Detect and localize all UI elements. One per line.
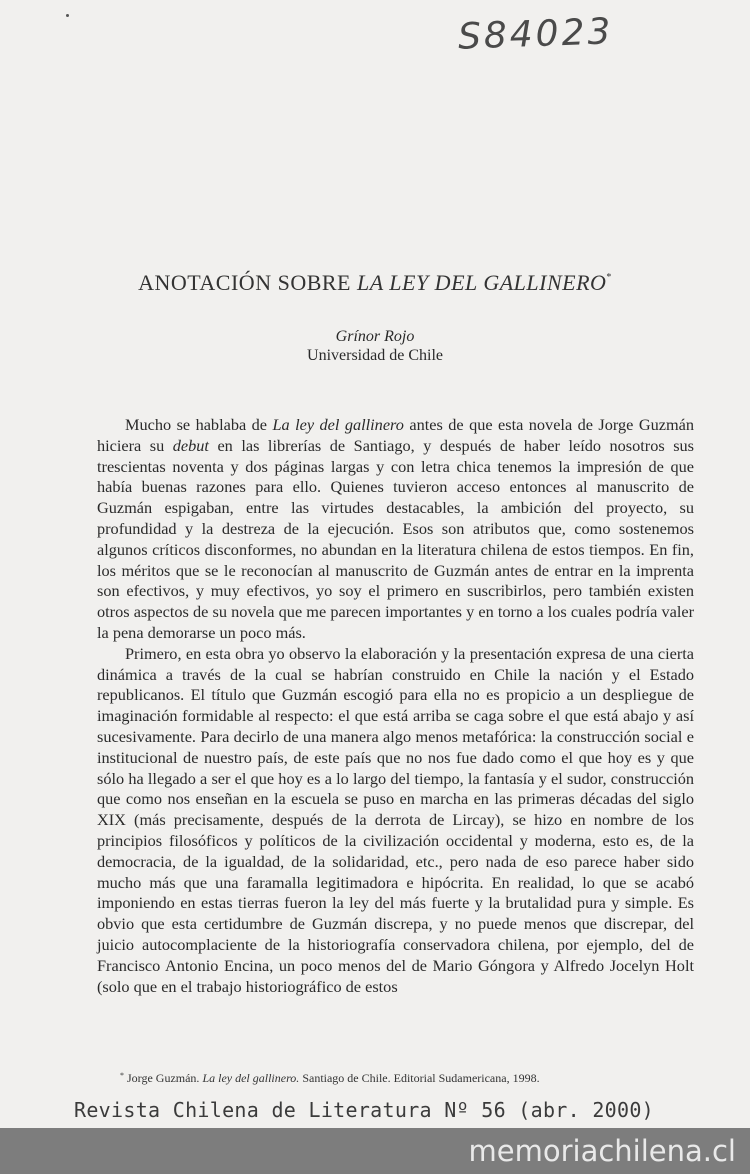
journal-reference: Revista Chilena de Literatura Nº 56 (abr. 2000) [74, 1098, 655, 1122]
site-brand[interactable]: memoriachilena.cl [468, 1134, 736, 1168]
p1-text-c: en las librerías de Santiago, y después de haber leído nosotros sus trescientas noventa y dos páginas largas y con letra chica tenemos la impresión de que había buenas razones para ello. Quienes tuvieron acceso entonces al manuscrito de Guzmán espigaban, entre las virtudes destacables, la ambición del proyecto, su profundidad y la destreza de la ejecución. Esos son atributos que, como sostenemos algunos críticos disconformes, no abundan en la literatura chilena de estos tiempos. En fin, los méritos que se le reconocían al manuscrito de Guzmán antes de entrar en la imprenta son efectivos, y muy efectivos, yo soy el primero en suscribirlos, pero también existen otros aspectos de su novela que me parecen importantes y en torno a los cuales podría valer la pena demorarse un poco más. [97, 435, 695, 642]
article-title [0, 270, 750, 296]
paragraph-1 [97, 415, 694, 644]
footnote-text-a: Jorge Guzmán. [124, 1071, 203, 1085]
author-name: Grínor Rojo [335, 328, 415, 345]
p1-italic-debut: debut [172, 435, 209, 455]
footnote [120, 1071, 680, 1086]
archive-number: S84023 [457, 11, 615, 58]
ink-dot [66, 14, 69, 17]
paragraph-2: Primero, en esta obra yo observo la elaboración y la presentación expresa de una cierta dinámica a través de la cual se habrían construido en Chile la nación y el Estado republicanos. El título que Guzmán escogió para ella no es propicio a un despliegue de imaginación formidable al respecto: el que está arriba se caga sobre el que está abajo y así sucesivamente. Para decirlo de una manera algo menos metafórica: la construcción social e institucional de nuestro país, de este país que no nos fue dado como el que hoy es y que sólo ha llegado a ser el que hoy es a lo largo del tiempo, la fantasía y el sudor, construcción que como nos enseñan en la escuela se puso en marcha en las primeras décadas del siglo XIX (más precisamente, después de la derrota de Lircay), se hizo en nombre de los principios filosóficos y políticos de la civilización occidental y moderna, esto es, de la democracia, de la igualdad, de la solidaridad, etc., pero nada de eso parece haber sido mucho más que una faramalla legitimadora e hipócrita. En realidad, lo que se acabó imponiendo en estas tierras fueron la ley del más fuerte y la brutalidad pura y simple. Es obvio que esta certidumbre de Guzmán discrepa, y no puede menos que discrepar, del juicio autocomplaciente de la historiografía conservadora chilena, por ejemplo, del de Francisco Antonio Encina, un poco menos del de Mario Góngora y Alfredo Jocelyn Holt (solo que en el trabajo historiográfico de estos [97, 643, 694, 996]
footnote-mark: * [120, 1071, 124, 1080]
title-part1: ANOTACIÓN SOBRE [138, 270, 357, 295]
title-footnote-mark: * [606, 272, 612, 283]
footnote-text-b: Santiago de Chile. Editorial Sudamericana, 1998. [299, 1071, 540, 1085]
p1-italic-title: La ley del gallinero [272, 415, 404, 434]
article-body [97, 415, 694, 997]
p1-text-b: antes de que esta novela de Jorge Guzmán hiciera su [97, 415, 694, 455]
title-part2: LA LEY DEL GALLINERO [357, 270, 607, 295]
author-affiliation: Universidad de Chile [307, 347, 443, 364]
p1-text-a: Mucho se hablaba de [125, 415, 273, 434]
footnote-italic: La ley del gallinero. [202, 1071, 300, 1085]
site-banner [0, 1128, 750, 1174]
